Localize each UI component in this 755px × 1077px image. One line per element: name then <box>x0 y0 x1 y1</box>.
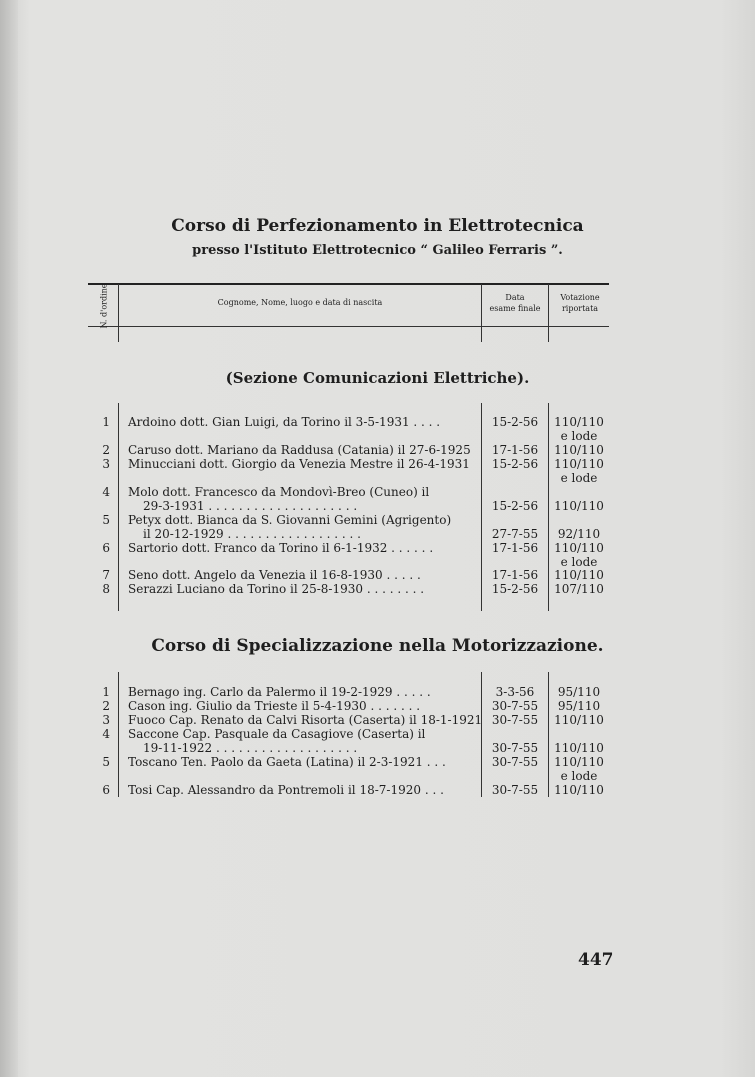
row-vote: 95/110 <box>557 685 601 699</box>
column-rule <box>118 403 119 611</box>
row-number: 8 <box>102 582 110 596</box>
row-name: Cason ing. Giulio da Trieste il 5-4-1930 . . . . . . . <box>128 699 421 713</box>
column-rule <box>548 284 549 342</box>
row-number: 2 <box>102 443 110 457</box>
row-vote: 110/110 <box>554 415 604 429</box>
row-name: Caruso dott. Mariano da Raddusa (Catania) il 27-6-1925 <box>128 443 471 457</box>
row-vote-lode: e lode <box>560 429 598 443</box>
row-number: 3 <box>102 457 110 471</box>
column-rule <box>118 672 119 797</box>
row-name: Seno dott. Angelo da Venezia il 16-8-1930 . . . . . <box>128 568 421 582</box>
row-name: Molo dott. Francesco da Mondovì-Breo (Cuneo) il <box>128 485 430 499</box>
row-name: Minucciani dott. Giorgio da Venezia Mestre il 26-4-1931 <box>128 457 470 471</box>
row-name-continued: 29-3-1931 . . . . . . . . . . . . . . . . . . . . <box>143 499 358 513</box>
row-date: 30-7-55 <box>491 741 539 755</box>
column-rule <box>548 672 549 797</box>
column-header-data: Data esame finale <box>489 293 541 313</box>
row-vote: 110/110 <box>554 783 604 797</box>
row-name-continued: 19-11-1922 . . . . . . . . . . . . . . . . . . . <box>143 741 358 755</box>
row-vote: 95/110 <box>557 699 601 713</box>
row-number: 7 <box>102 568 110 582</box>
column-header-nome: Cognome, Nome, luogo e data di nascita <box>217 298 383 307</box>
row-date: 17-1-56 <box>491 541 539 555</box>
row-date: 30-7-55 <box>491 783 539 797</box>
row-name: Serazzi Luciano da Torino il 25-8-1930 . . . . . . . . <box>128 582 425 596</box>
column-header-votazione: Votazione riportata <box>560 293 600 313</box>
row-vote: 110/110 <box>554 741 604 755</box>
row-name-continued: il 20-12-1929 . . . . . . . . . . . . . . . . . . <box>143 527 361 541</box>
row-vote: 107/110 <box>554 582 604 596</box>
row-name: Saccone Cap. Pasquale da Casagiove (Caserta) il <box>128 727 426 741</box>
page-number: 447 <box>578 950 614 970</box>
row-date: 17-1-56 <box>491 443 539 457</box>
row-vote: 110/110 <box>554 713 604 727</box>
document-title: Corso di Perfezionamento in Elettrotecnica <box>171 216 584 236</box>
row-vote: 92/110 <box>557 527 601 541</box>
table-top-rule <box>88 283 609 285</box>
column-rule <box>118 284 119 342</box>
row-date: 15-2-56 <box>491 415 539 429</box>
row-name: Ardoino dott. Gian Luigi, da Torino il 3-5-1931 . . . . <box>128 415 441 429</box>
row-date: 15-2-56 <box>491 582 539 596</box>
row-date: 15-2-56 <box>491 499 539 513</box>
row-vote-lode: e lode <box>560 555 598 569</box>
row-vote-lode: e lode <box>560 471 598 485</box>
section-title-comunicazioni: (Sezione Comunicazioni Elettriche). <box>225 369 530 387</box>
row-date: 27-7-55 <box>491 527 539 541</box>
row-vote: 110/110 <box>554 541 604 555</box>
row-vote: 110/110 <box>554 568 604 582</box>
row-vote: 110/110 <box>554 499 604 513</box>
table-header-rule <box>88 326 609 327</box>
row-name: Tosi Cap. Alessandro da Pontremoli il 18-7-1920 . . . <box>128 783 444 797</box>
row-number: 5 <box>102 513 110 527</box>
row-number: 5 <box>102 755 110 769</box>
row-date: 17-1-56 <box>491 568 539 582</box>
show-through-ghost <box>0 92 755 112</box>
row-date: 3-3-56 <box>495 685 535 699</box>
row-number: 1 <box>102 685 110 699</box>
row-number: 6 <box>102 541 110 555</box>
row-number: 1 <box>102 415 110 429</box>
row-number: 6 <box>102 783 110 797</box>
row-name: Sartorio dott. Franco da Torino il 6-1-1932 . . . . . . <box>128 541 434 555</box>
column-header-ordine: N. d'ordine <box>99 283 109 329</box>
row-date: 30-7-55 <box>491 755 539 769</box>
column-rule <box>481 284 482 342</box>
row-name: Toscano Ten. Paolo da Gaeta (Latina) il 2-3-1921 . . . <box>128 755 446 769</box>
section-title-motorizzazione: Corso di Specializzazione nella Motorizzazione. <box>151 636 604 656</box>
row-vote: 110/110 <box>554 457 604 471</box>
row-number: 3 <box>102 713 110 727</box>
row-number: 4 <box>102 485 110 499</box>
row-date: 30-7-55 <box>491 699 539 713</box>
row-name: Fuoco Cap. Renato da Calvi Risorta (Caserta) il 18-1-1921 <box>128 713 483 727</box>
row-number: 4 <box>102 727 110 741</box>
row-vote: 110/110 <box>554 443 604 457</box>
row-name: Bernago ing. Carlo da Palermo il 19-2-1929 . . . . . <box>128 685 431 699</box>
row-vote: 110/110 <box>554 755 604 769</box>
row-number: 2 <box>102 699 110 713</box>
row-name: Petyx dott. Bianca da S. Giovanni Gemini (Agrigento) <box>128 513 452 527</box>
row-date: 30-7-55 <box>491 713 539 727</box>
row-vote-lode: e lode <box>560 769 598 783</box>
row-date: 15-2-56 <box>491 457 539 471</box>
column-rule <box>548 403 549 611</box>
page-edge-shadow <box>0 0 18 1077</box>
document-subtitle: presso l'Istituto Elettrotecnico “ Galileo Ferraris ”. <box>192 243 563 258</box>
